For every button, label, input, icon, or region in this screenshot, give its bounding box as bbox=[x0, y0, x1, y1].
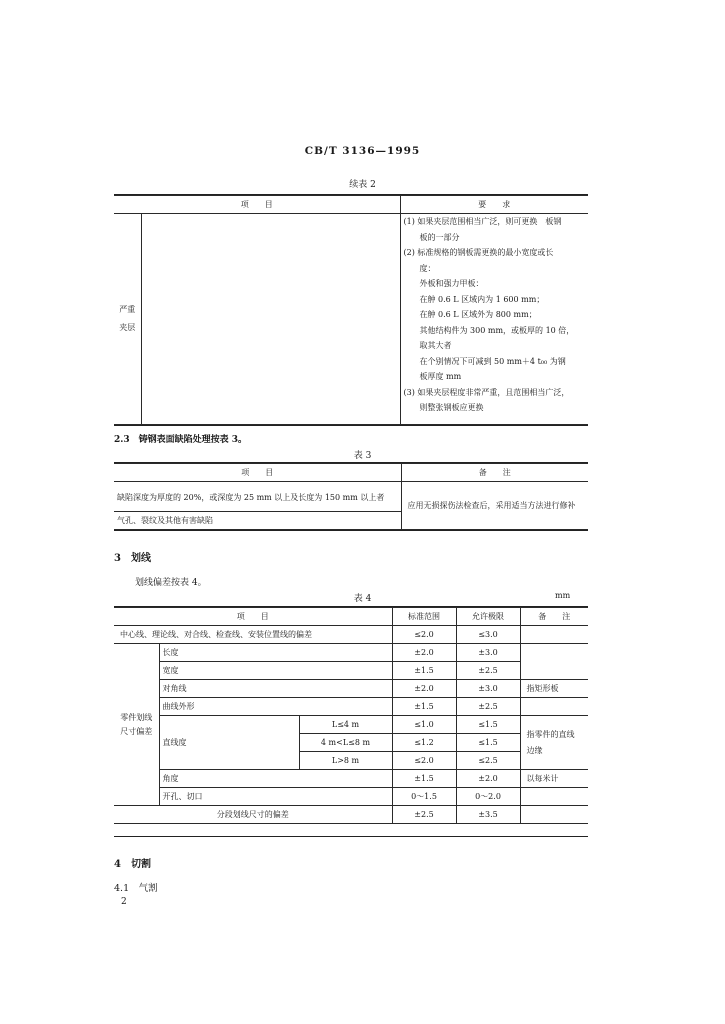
table3-bottom-rule bbox=[114, 530, 588, 531]
table4-unit: mm bbox=[555, 591, 571, 600]
centerline-item: 中心线、理论线、对合线、检查线、安装位置线的偏差 bbox=[114, 626, 392, 644]
diagonal-allow: ±3.0 bbox=[456, 680, 520, 698]
curve-allow: ±2.5 bbox=[456, 698, 520, 716]
section-3-intro: 划线偏差按表 4。 bbox=[135, 578, 207, 588]
table2-col-req: 要 求 bbox=[400, 196, 588, 214]
req-line: 在舯 0.6 L 区域外为 800 mm； bbox=[419, 310, 537, 319]
opening-std: 0～1.5 bbox=[392, 788, 456, 806]
table3-row2-item: 气孔、裂纹及其他有害缺陷 bbox=[114, 512, 401, 530]
section-line-std: ±2.5 bbox=[392, 806, 456, 824]
s2-std: ≤1.2 bbox=[392, 734, 456, 752]
table4-col-allow: 允许极限 bbox=[456, 608, 520, 626]
angle-allow: ±2.0 bbox=[456, 770, 520, 788]
table3-note: 应用无损探伤法检查后，采用适当方法进行修补 bbox=[401, 482, 588, 530]
s3-std: ≤2.0 bbox=[392, 752, 456, 770]
width-allow: ±2.5 bbox=[456, 662, 520, 680]
s1-std: ≤1.0 bbox=[392, 716, 456, 734]
opening-item: 开孔、切口 bbox=[159, 788, 392, 806]
req-line: 度： bbox=[419, 263, 436, 273]
req-line: 外板和强力甲板： bbox=[419, 279, 484, 288]
section-4-1-heading: 4.1 气割 bbox=[114, 883, 158, 894]
table4-col-note: 备 注 bbox=[520, 608, 588, 626]
table4-caption: 表 4 bbox=[353, 594, 372, 604]
opening-note bbox=[520, 788, 588, 806]
table2-caption: 续表 2 bbox=[349, 180, 376, 190]
diagonal-std: ±2.0 bbox=[392, 680, 456, 698]
req-line: 在个别情况下可减到 50 mm＋4 t₀₀ 为钢 bbox=[419, 356, 566, 366]
page-number: 2 bbox=[121, 897, 127, 907]
standard-header: CB/T 3136—1995 bbox=[304, 145, 421, 157]
section-line-note bbox=[520, 806, 588, 824]
s3-cond: L>8 m bbox=[299, 752, 392, 770]
s2-allow: ≤1.5 bbox=[456, 734, 520, 752]
straightness-item: 直线度 bbox=[159, 716, 299, 770]
req-line: (1) 如果夹层范围相当广泛，则可更换 板钢 bbox=[403, 217, 562, 226]
length-note bbox=[520, 644, 588, 662]
req-line: 其他结构件为 300 mm，或板厚的 10 倍， bbox=[419, 325, 575, 335]
table4-row-width bbox=[114, 662, 588, 680]
table4-row-angle bbox=[114, 770, 588, 788]
table4-row-section-line bbox=[114, 806, 588, 824]
centerline-allow: ≤3.0 bbox=[456, 626, 520, 644]
table3-col-item: 项 目 bbox=[114, 464, 401, 482]
centerline-note bbox=[520, 626, 588, 644]
curve-note bbox=[520, 698, 588, 716]
table4-row-opening bbox=[114, 788, 588, 806]
angle-std: ±1.5 bbox=[392, 770, 456, 788]
length-std: ±2.0 bbox=[392, 644, 456, 662]
section-line-item: 分段划线尺寸的偏差 bbox=[114, 806, 392, 824]
width-std: ±1.5 bbox=[392, 662, 456, 680]
table3 bbox=[114, 463, 588, 530]
req-line: 取其大者 bbox=[419, 341, 452, 350]
table4-row-centerline bbox=[114, 626, 588, 644]
note-rect: 指矩形板 bbox=[520, 680, 588, 698]
section-4-heading: 4 切割 bbox=[114, 859, 151, 870]
note-angle: 以每米计 bbox=[520, 770, 588, 788]
table4-row-length bbox=[114, 644, 588, 662]
table4-header-row bbox=[114, 608, 588, 626]
section-3-heading: 3 划线 bbox=[114, 553, 151, 564]
table2-row-label: 严重夹层 bbox=[114, 214, 141, 425]
s3-allow: ≤2.5 bbox=[456, 752, 520, 770]
section-line-allow: ±3.5 bbox=[456, 806, 520, 824]
diagonal-item: 对角线 bbox=[159, 680, 392, 698]
group-label: 零件划线尺寸偏差 bbox=[114, 644, 159, 806]
length-item: 长度 bbox=[159, 644, 392, 662]
table4-col-item: 项 目 bbox=[114, 608, 392, 626]
width-note bbox=[520, 662, 588, 680]
req-line: 则整张钢板应更换 bbox=[419, 403, 484, 412]
opening-allow: 0～2.0 bbox=[456, 788, 520, 806]
table3-caption: 表 3 bbox=[353, 451, 372, 461]
table4 bbox=[114, 607, 588, 824]
length-allow: ±3.0 bbox=[456, 644, 520, 662]
curve-std: ±1.5 bbox=[392, 698, 456, 716]
table3-header-row bbox=[114, 464, 588, 482]
width-item: 宽度 bbox=[159, 662, 392, 680]
s1-cond: L≤4 m bbox=[299, 716, 392, 734]
req-line: 板厚度 mm bbox=[419, 372, 462, 381]
req-line: 板的一部分 bbox=[419, 232, 460, 242]
table2-requirements bbox=[400, 214, 588, 425]
req-line: (2) 标准规格的钢板需更换的最小宽度或长 bbox=[403, 248, 554, 257]
angle-item: 角度 bbox=[159, 770, 392, 788]
s1-allow: ≤1.5 bbox=[456, 716, 520, 734]
table4-row-diagonal bbox=[114, 680, 588, 698]
table2-row bbox=[114, 214, 588, 425]
table3-col-note: 备 注 bbox=[401, 464, 588, 482]
table3-row1-item: 缺陷深度为厚度的 20%，或深度为 25 mm 以上及长度为 150 mm 以上者 bbox=[114, 482, 401, 512]
section-2-3-text: 2.3 铸钢表面缺陷处理按表 3。 bbox=[114, 435, 248, 445]
req-line: 在舯 0.6 L 区域内为 1 600 mm； bbox=[419, 294, 545, 304]
req-line: (3) 如果夹层程度非常严重，且范围相当广泛， bbox=[403, 387, 570, 397]
centerline-std: ≤2.0 bbox=[392, 626, 456, 644]
table4-col-std: 标准范围 bbox=[392, 608, 456, 626]
curve-item: 曲线外形 bbox=[159, 698, 392, 716]
note-straight: 指零件的直线边缘 bbox=[520, 716, 588, 770]
table4-bottom-rule bbox=[114, 836, 588, 837]
table3-row-1 bbox=[114, 482, 588, 512]
table2-blank-cell bbox=[141, 214, 400, 425]
table2-bottom-rule bbox=[114, 425, 588, 426]
table4-row-straight-1 bbox=[114, 716, 588, 734]
table4-row-curve bbox=[114, 698, 588, 716]
table2-header-row bbox=[114, 196, 588, 214]
table2 bbox=[114, 195, 588, 425]
table2-col-item: 项 目 bbox=[114, 196, 400, 214]
s2-cond: 4 m<L≤8 m bbox=[299, 734, 392, 752]
